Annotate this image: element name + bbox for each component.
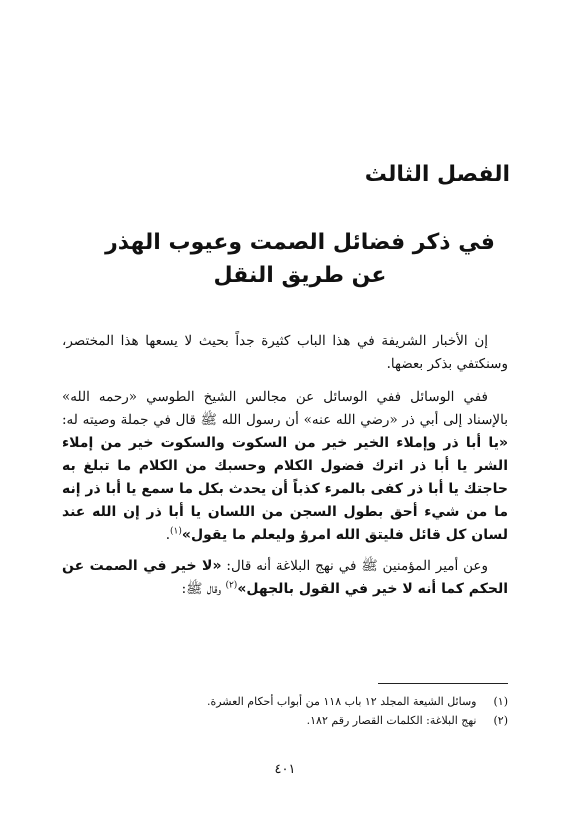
- footnote-divider: [378, 683, 508, 684]
- section-title: [90, 226, 510, 292]
- paragraph-3-quote: «لا خير في الصمت عن الحكم كما أنه لا خير في القول بالجهل»: [62, 558, 508, 597]
- chapter-label: الفصل الثالث: [364, 162, 510, 187]
- section-title-line-2: عن طريق النقل: [213, 263, 387, 288]
- footnote-2-number: (٢): [493, 714, 508, 727]
- paragraph-3-outro: وقال ﷺ:: [181, 581, 222, 597]
- paragraph-2: ففي الوسائل ففي الوسائل عن مجالس الشيخ الطوسي «رحمه الله» بالإسناد إلى أبي ذر «رضي الله عنه» أن رسول الله ﷺ قال في جملة وصيته له: «يا أبا ذر وإملاء الخير خير من السكوت والسكوت خير من إملاء الشر يا أبا ذر اترك فضول الكلام وحسبك من الكلام ما تبلغ به حاجتك يا أبا ذر كفى بالمرء كذباً أن يحدث بكل ما سمع يا أبا ذر إنه ما من شيء أحق بطول السجن من اللسان يا أبا ذر إن الله عند لسان كل قائل فليتق الله امرؤ وليعلم ما يقول»$^{(١)}$.: [62, 389, 508, 543]
- body-text: [62, 330, 508, 611]
- paragraph-2-quote: «يا أبا ذر وإملاء الخير خير من السكوت والسكوت خير من إملاء الشر يا أبا ذر اترك فضول الكلام وحسبك من الكلام ما تبلغ به حاجتك يا أبا ذر كفى بالمرء كذباً أن يحدث بكل ما سمع يا أبا ذر إنه ما من شيء أحق بطول السجن من اللسان يا أبا ذر إن الله عند لسان كل قائل فليتق الله امرؤ وليعلم ما يقول»: [62, 435, 508, 543]
- footnote-2: [60, 711, 508, 730]
- footnote-2-text: نهج البلاغة: الكلمات القصار رقم ١٨٢.: [306, 714, 477, 727]
- paragraph-3-intro: وعن أمير المؤمنين ﷺ في نهج البلاغة أنه قال:: [226, 558, 489, 574]
- footnote-1-number: (١): [493, 695, 508, 708]
- footnote-1-text: وسائل الشيعة المجلد ١٢ باب ١١٨ من أبواب أحكام العشرة.: [206, 695, 477, 708]
- paragraph-2-intro: ففي الوسائل ففي الوسائل عن مجالس الشيخ الطوسي «رحمه الله» بالإسناد إلى أبي ذر «رضي الله عنه» أن رسول الله ﷺ قال في جملة وصيته له:: [62, 389, 508, 428]
- page-number: ٤٠١: [274, 762, 296, 777]
- footnote-ref-1: (١): [170, 526, 182, 537]
- footnote-ref-2: (٢): [225, 580, 238, 591]
- footnotes: [60, 692, 508, 730]
- paragraph-1: إن الأخبار الشريفة في هذا الباب كثيرة جداً بحيث لا يسعها هذا المختصر، وسنكتفي بذكر بعضها.: [62, 333, 508, 372]
- footnote-1: [60, 692, 508, 711]
- section-title-line-1: في ذكر فضائل الصمت وعيوب الهذر: [105, 230, 495, 255]
- paragraph-3: [62, 555, 508, 601]
